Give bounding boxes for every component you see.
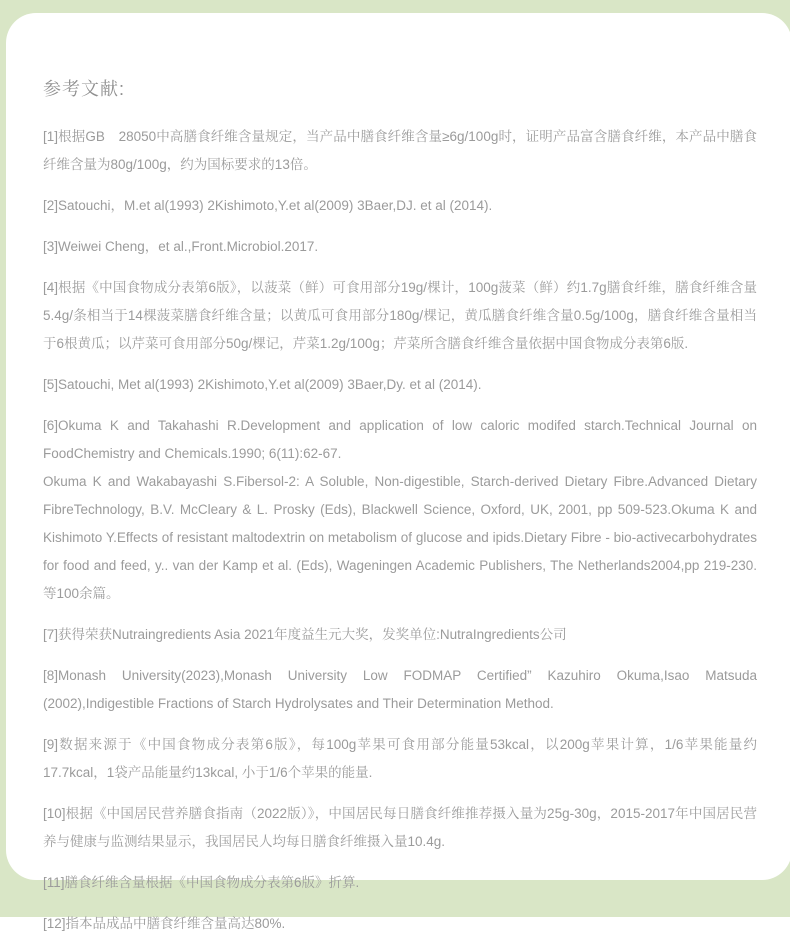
reference-item [43, 910, 757, 938]
reference-item [43, 123, 757, 179]
reference-item [43, 274, 757, 358]
reference-item [43, 192, 757, 220]
reference-paragraph: Okuma K and Wakabayashi S.Fibersol-2: A Soluble, Non-digestible, Starch-derived Dietary Fibre.Advanced Dietary FibreTechnology, B.V. McCleary & L. Prosky (Eds), Blackwell Science, Oxford, UK, 2001, pp 509-523.Okuma K and Kishimoto Y.Effects of resistant maltodextrin on metabolism of glucose and ipids.Dietary Fibre - bio-activecarbohydrates for food and feed, y.. van der Kamp et al. (Eds), Wageningen Academic Publishers, The Netherlands2004,pp 219-230.等100余篇。 [43, 474, 757, 601]
reference-paragraph: [4]根据《中国食物成分表第6版》，以菠菜（鲜）可食用部分19g/棵计，100g菠菜（鲜）约1.7g膳食纤维，膳食纤维含量5.4g/条相当于14棵菠菜膳食纤维含量；以黄瓜可食用部分180g/棵记，黄瓜膳食纤维含量0.5g/100g，膳食纤维含量相当于6根黄瓜；以芹菜可食用部分50g/棵记，芹菜1.2g/100g；芹菜所含膳食纤维含量依据中国食物成分表第6版. [43, 280, 757, 351]
reference-paragraph: [9]数据来源于《中国食物成分表第6版》，每100g苹果可食用部分能量53kcal，以200g苹果计算，1/6苹果能量约17.7kcal，1袋产品能量约13kcal, 小于1/6个苹果的能量. [43, 737, 757, 780]
reference-item [43, 412, 757, 608]
reference-paragraph: [7]获得荣获Nutraingredients Asia 2021年度益生元大奖，发奖单位:NutraIngredients公司 [43, 627, 567, 642]
reference-paragraph: [11]膳食纤维含量根据《中国食物成分表第6版》折算. [43, 875, 360, 890]
reference-paragraph: [8]Monash University(2023),Monash University Low FODMAP Certified” Kazuhiro Okuma,Isao Matsuda (2002),Indigestible Fractions of Starch Hydrolysates and Their Determination Method. [43, 668, 757, 711]
references-content [6, 13, 792, 938]
reference-paragraph: [12]指本品成品中膳食纤维含量高达80%. [43, 916, 286, 931]
reference-item [43, 662, 757, 718]
reference-item [43, 731, 757, 787]
reference-paragraph: [3]Weiwei Cheng，et al.,Front.Microbiol.2017. [43, 239, 319, 254]
reference-paragraph: [2]Satouchi，M.et al(1993) 2Kishimoto,Y.et al(2009) 3Baer,DJ. et al (2014). [43, 198, 493, 213]
reference-paragraph: [10]根据《中国居民营养膳食指南（2022版）》，中国居民每日膳食纤维推荐摄入量为25g-30g，2015-2017年中国居民营养与健康与监测结果显示，我国居民人均每日膳食纤维摄入量10.4g. [43, 806, 757, 849]
references-card [6, 13, 792, 931]
reference-item [43, 621, 757, 649]
references-list [37, 123, 757, 938]
reference-item [43, 233, 757, 261]
reference-item [43, 800, 757, 856]
references-title: 参考文献: [43, 79, 126, 99]
reference-item [43, 371, 757, 399]
reference-paragraph: [6]Okuma K and Takahashi R.Development and application of low caloric modifed starch.Technical Journal on FoodChemistry and Chemicals.1990; 6(11):62-67. [43, 418, 757, 461]
reference-item [43, 869, 757, 897]
reference-paragraph: [5]Satouchi, Met al(1993) 2Kishimoto,Y.et al(2009) 3Baer,Dy. et al (2014). [43, 377, 482, 392]
reference-paragraph: [1]根据GB 28050中高膳食纤维含量规定，当产品中膳食纤维含量≥6g/100g时，证明产品富含膳食纤维，本产品中膳食纤维含量为80g/100g，约为国标要求的13倍。 [43, 129, 757, 172]
